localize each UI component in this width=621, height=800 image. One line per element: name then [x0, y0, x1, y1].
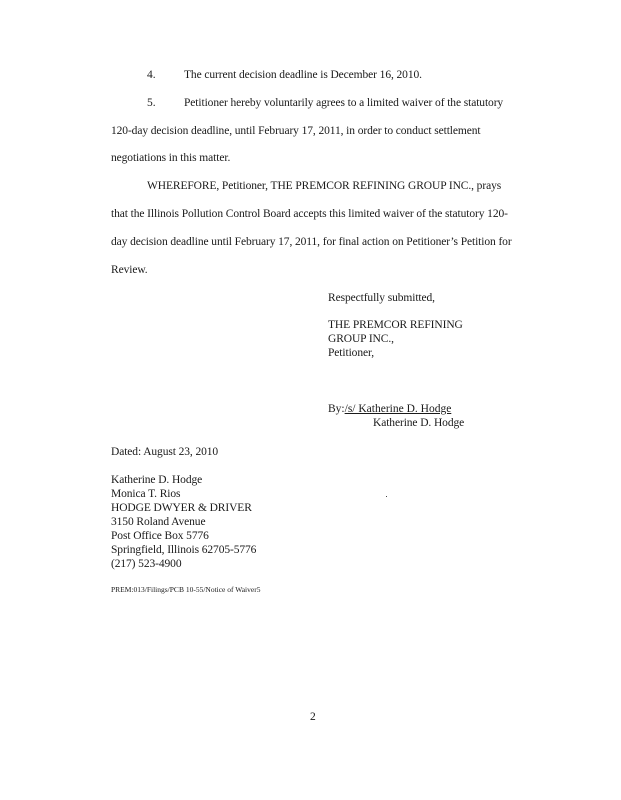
party-name-line-1: THE PREMCOR REFINING: [328, 319, 463, 331]
scan-speck: [386, 496, 387, 497]
paragraph-5-line-1: Petitioner hereby voluntarily agrees to a limited waiver of the statutory: [184, 97, 504, 109]
wherefore-line-3: day decision deadline until February 17, 2011, for final action on Petitioner’s Petition for: [111, 236, 512, 248]
counsel-name-2: Monica T. Rios: [111, 488, 181, 500]
signer-name: Katherine D. Hodge: [373, 417, 465, 429]
wherefore-line-1: WHEREFORE, Petitioner, THE PREMCOR REFINING GROUP INC., prays: [147, 180, 502, 192]
counsel-name-1: Katherine D. Hodge: [111, 474, 203, 486]
electronic-signature: /s/ Katherine D. Hodge: [344, 403, 452, 415]
by-label: By:: [328, 403, 345, 415]
party-name-line-2: GROUP INC.,: [328, 333, 394, 345]
paragraph-5-line-3: negotiations in this matter.: [111, 152, 231, 164]
signature-by-line: [328, 402, 512, 416]
file-reference: PREM:013/Filings/PCB 10-55/Notice of Waiver5: [111, 585, 261, 594]
wherefore-line-2: that the Illinois Pollution Control Board accepts this limited waiver of the statutory 120-: [111, 208, 508, 220]
wherefore-line-4: Review.: [111, 264, 148, 276]
paragraph-5-number: 5.: [147, 97, 156, 109]
firm-city-state-zip: Springfield, Illinois 62705-5776: [111, 544, 257, 556]
firm-po-box: Post Office Box 5776: [111, 530, 209, 542]
paragraph-5-line-2: 120-day decision deadline, until February 17, 2011, in order to conduct settlement: [111, 125, 481, 137]
firm-phone: (217) 523-4900: [111, 558, 182, 570]
party-role: Petitioner,: [328, 347, 375, 359]
paragraph-4-number: 4.: [147, 69, 156, 81]
paragraph-4-text: The current decision deadline is December 16, 2010.: [184, 69, 422, 81]
law-firm-name: HODGE DWYER & DRIVER: [111, 502, 252, 514]
page-number: 2: [310, 711, 316, 723]
closing-respectfully-submitted: Respectfully submitted,: [328, 292, 435, 304]
firm-street-address: 3150 Roland Avenue: [111, 516, 206, 528]
dated-line: Dated: August 23, 2010: [111, 446, 219, 458]
